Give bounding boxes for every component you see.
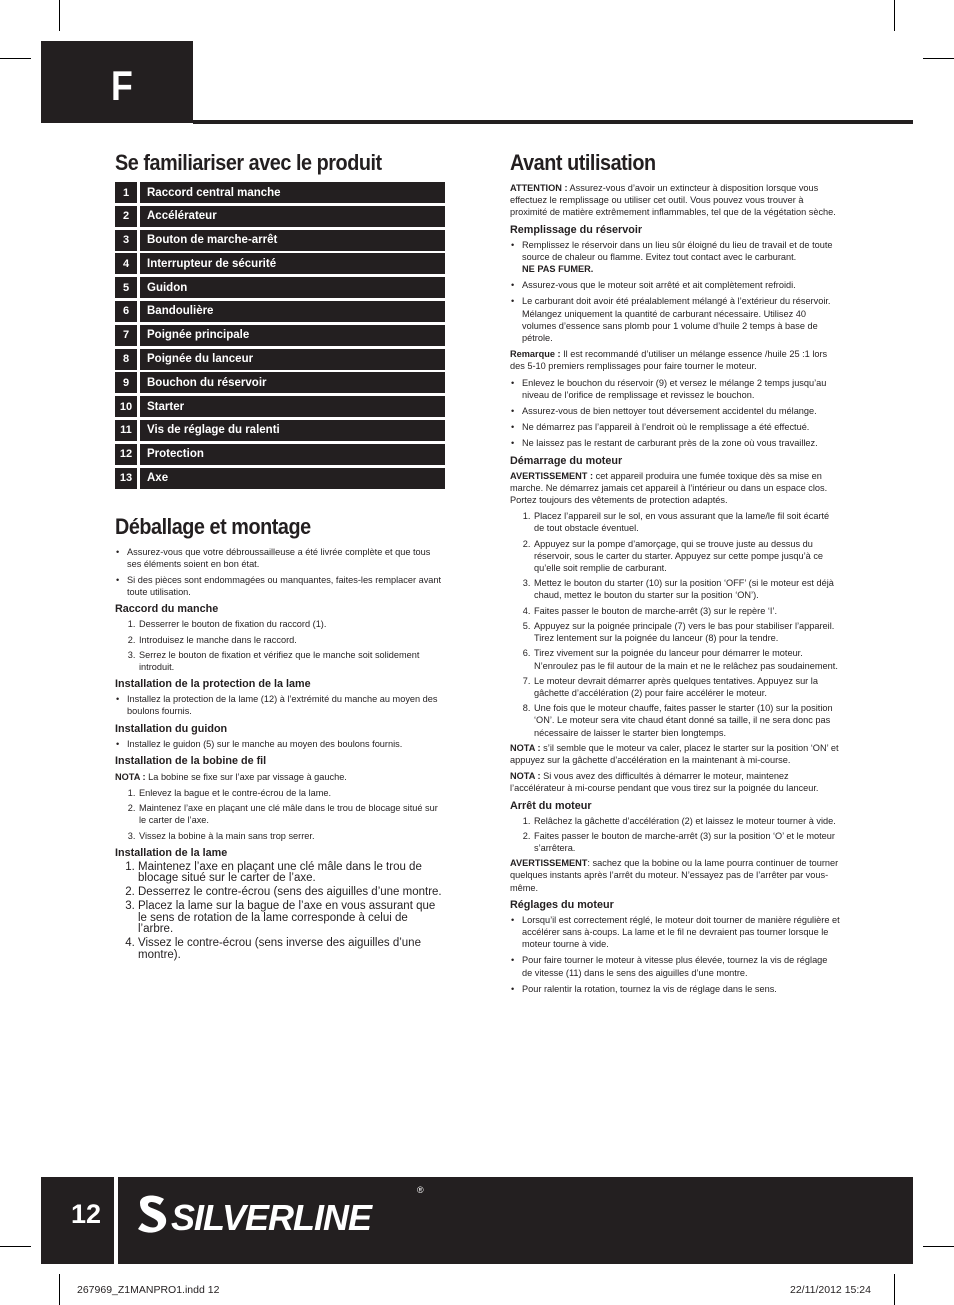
part-name: Accélérateur (140, 206, 445, 227)
subtitle-raccord: Raccord du manche (115, 603, 219, 616)
part-name: Bouchon du réservoir (140, 372, 445, 393)
note-text: La bobine se fixe sur l’axe par vissage à gauche. (145, 771, 347, 782)
part-row (115, 325, 445, 346)
part-number: 5 (115, 277, 137, 298)
part-name: Poignée principale (140, 325, 445, 346)
list-item: 2. Maintenez l’axe en plaçant une clé mâle dans le trou de blocage situé sur le carter de l’axe. (138, 802, 445, 826)
subtitle-protection: Installation de la protection de la lame (115, 678, 311, 691)
lame-steps (115, 862, 445, 962)
list-item: • Si des pièces sont endommagées ou manquantes, faites-les remplacer avant toute utilisation. (127, 574, 445, 598)
list-item: • Pour ralentir la rotation, tournez la vis de réglage dans le sens. (522, 983, 840, 995)
list-item: • Installez le guidon (5) sur le manche au moyen des boulons fournis. (127, 738, 445, 750)
warning-text: : sachez que la bobine ou la lame pourra continuer de tourner quelques instants après l’arrêt du moteur. N’essayez pas de l’arrêter par vous-même. (510, 858, 839, 893)
subtitle-reglages: Réglages du moteur (510, 898, 614, 911)
crop-mark (894, 1274, 895, 1305)
nota-1 (510, 742, 840, 766)
crop-mark (59, 1274, 60, 1305)
part-row (115, 396, 445, 417)
part-number: 10 (115, 396, 137, 417)
list-item: • Assurez-vous de bien nettoyer tout déversement accidentel du mélange. (522, 405, 840, 417)
list-item: 5. Appuyez sur la poignée principale (7) vers le bas pour stabiliser l’appareil. Tirez lentement sur la poignée du lanceur (8) pour la tendre. (533, 620, 840, 644)
footer-separator (114, 1177, 118, 1264)
part-number: 3 (115, 230, 137, 251)
part-number: 11 (115, 420, 137, 441)
list-item: • Ne démarrez pas l’appareil à l’endroit où le remplissage a été effectué. (522, 421, 840, 433)
list-item: • Assurez-vous que votre débroussailleuse a été livrée complète et que tous ses éléments soient en bon état. (127, 546, 445, 570)
subtitle-lame: Installation de la lame (115, 846, 228, 859)
warning-2-paragraph (510, 857, 840, 894)
list-item: 2. Appuyez sur la pompe d’amorçage, qui se trouve juste au dessus du réservoir, sous le carter du starter. Appuyez sur cette pompe jusqu’à ce qu’elle soit remplie de carburant. (533, 538, 840, 575)
crop-mark (0, 58, 31, 59)
parts-list (115, 182, 445, 489)
part-row (115, 301, 445, 322)
part-row (115, 277, 445, 298)
list-item: 1. Desserrer le bouton de fixation du raccord (1). (138, 618, 445, 630)
nota-text: Si vous avez des difficultés à démarrer le moteur, maintenez l’accélérateur à mi-course pendant que vous tirez sur la poignée du lanceur. (510, 771, 819, 794)
part-number: 8 (115, 349, 137, 370)
warning-label: AVERTISSEMENT : (510, 470, 594, 481)
registered-mark: ® (417, 1185, 424, 1195)
remarque-paragraph (510, 348, 840, 372)
crop-mark (923, 1246, 954, 1247)
attention-paragraph (510, 182, 840, 219)
crop-mark (0, 1246, 31, 1247)
bobine-note (115, 771, 445, 783)
left-column (115, 150, 445, 964)
crop-mark (59, 0, 60, 31)
attention-label: ATTENTION : (510, 183, 568, 193)
subtitle-demarrage: Démarrage du moteur (510, 454, 623, 467)
fill-bullets-2 (510, 377, 840, 450)
remarque-label: Remarque : (510, 349, 561, 360)
nota-2 (510, 770, 840, 794)
list-item: • Assurez-vous que le moteur soit arrêté et ait complètement refroidi. (522, 279, 840, 291)
header-rule (193, 120, 913, 124)
warning-text: cet appareil produira une fumée toxique dès sa mise en marche. Ne démarrez jamais cet appareil à l’intérieur ou dans un espace clos. Portez toujours des vêtements de protection adaptés. (510, 470, 828, 506)
list-item: • Pour faire tourner le moteur à vitesse plus élevée, tournez la vis de réglage de vitesse (11) dans le sens des aiguilles d’une montre. (522, 954, 840, 978)
brand-logo-text: SILVERLINE (171, 1197, 372, 1238)
list-item: 2. Introduisez le manche dans le raccord. (138, 634, 445, 646)
fill-b1-text: Remplissez le réservoir dans un lieu sûr éloigné du lieu de travail et de toute source de chaleur ou flamme. Evitez tout contact avec le carburant. (522, 239, 833, 262)
list-item: 3. Placez la lame sur la bague de l’axe en vous assurant que le sens de rotation de la lame corresponde à celui de l’arbre. (138, 901, 445, 936)
list-item: • Lorsqu’il est correctement réglé, le moteur doit tourner de manière régulière et accélérer sans à-coups. La lame et le fil ne devraient pas tourner lorsque le moteur tourne à vide. (522, 914, 840, 951)
part-row (115, 182, 445, 203)
bobine-steps (115, 787, 445, 842)
list-item: 2. Desserrez le contre-écrou (sens des aiguilles d’une montre. (138, 887, 445, 899)
list-item: 1. Maintenez l’axe en plaçant une clé mâle dans le trou de blocage situé sur le carter de l’axe. (138, 862, 445, 885)
warning-paragraph (510, 470, 840, 507)
raccord-steps (115, 618, 445, 673)
list-item: 1. Enlevez la bague et le contre-écrou de la lame. (138, 787, 445, 799)
list-item: 3. Serrez le bouton de fixation et vérifiez que le manche soit solidement introduit. (138, 649, 445, 673)
part-name: Vis de réglage du ralenti (140, 420, 445, 441)
subtitle-bobine: Installation de la bobine de fil (115, 754, 267, 767)
no-smoking-text: NE PAS FUMER. (522, 264, 594, 275)
adjust-bullets (510, 914, 840, 995)
subtitle-arret: Arrêt du moteur (510, 799, 592, 812)
note-label: NOTA : (115, 771, 146, 782)
list-item: 8. Une fois que le moteur chauffe, faites passer le starter (10) sur la position ‘ON’. Le moteur sera vite chaud étant donné sa taille, il ne sera donc pas nécessaire de laisser le starter bien longtemps. (533, 702, 840, 739)
nota-label: NOTA : (510, 771, 541, 782)
language-letter: F (111, 62, 133, 109)
part-number: 4 (115, 253, 137, 274)
slug-file: 267969_Z1MANPRO1.indd 12 (77, 1284, 220, 1296)
guidon-bullets (115, 738, 445, 750)
crop-mark (894, 0, 895, 31)
list-item: 1. Relâchez la gâchette d’accélération (2) et laissez le moteur tourner à vide. (533, 815, 840, 827)
attention-text: Assurez-vous d’avoir un extincteur à disposition lorsque vous effectuez le remplissage ou utiliser cet outil. Vous pouvez vous trouver à proximité de matière extrêmement inflammables, tel que de la végétation sèche. (510, 183, 836, 218)
section-title-familiariser: Se familiariser avec le produit (115, 150, 382, 175)
part-number: 12 (115, 444, 137, 465)
part-number: 13 (115, 468, 137, 489)
part-row (115, 349, 445, 370)
part-row (115, 206, 445, 227)
list-item: 3. Vissez la bobine à la main sans trop serrer. (138, 830, 445, 842)
part-number: 9 (115, 372, 137, 393)
part-name: Axe (140, 468, 445, 489)
list-item: 6. Tirez vivement sur la poignée du lanceur pour démarrer le moteur. N’enroulez pas le fil autour de la main et ne le relâchez pas soudainement. (533, 647, 840, 671)
footer-bar (41, 1177, 913, 1264)
list-item (522, 239, 840, 276)
start-steps (510, 510, 840, 738)
crop-mark (923, 58, 954, 59)
part-number: 6 (115, 301, 137, 322)
part-row (115, 444, 445, 465)
warning-label: AVERTISSEMENT (510, 858, 588, 869)
part-name: Interrupteur de sécurité (140, 253, 445, 274)
protection-bullets (115, 693, 445, 717)
list-item: 7. Le moteur devrait démarrer après quelques tentatives. Appuyez sur la gâchette d’accélération (2) pour faire accélérer le moteur. (533, 675, 840, 699)
list-item: 4. Vissez le contre-écrou (sens inverse des aiguilles d’une montre). (138, 938, 445, 961)
part-row (115, 253, 445, 274)
list-item: 1. Placez l’appareil sur le sol, en vous assurant que la lame/le fil soit écarté de tout obstacle éventuel. (533, 510, 840, 534)
right-column (510, 150, 840, 999)
part-name: Bandoulière (140, 301, 445, 322)
part-row (115, 230, 445, 251)
subtitle-guidon: Installation du guidon (115, 722, 228, 735)
language-tab (41, 41, 193, 123)
part-number: 7 (115, 325, 137, 346)
part-row (115, 372, 445, 393)
page-number: 12 (71, 1199, 102, 1229)
fill-bullets (510, 239, 840, 345)
list-item: 3. Mettez le bouton du starter (10) sur la position ‘OFF’ (si le moteur est déjà chaud, mettez le bouton du starter sur la position ‘ON’). (533, 577, 840, 601)
list-item: • Enlevez le bouchon du réservoir (9) et versez le mélange 2 temps jusqu’au niveau de l’orifice de remplissage et revissez le bouchon. (522, 377, 840, 401)
part-name: Starter (140, 396, 445, 417)
subtitle-remplissage: Remplissage du réservoir (510, 223, 643, 236)
part-name: Protection (140, 444, 445, 465)
stop-steps (510, 815, 840, 855)
part-number: 1 (115, 182, 137, 203)
section-title-avant-utilisation: Avant utilisation (510, 150, 656, 175)
list-item: 2. Faites passer le bouton de marche-arrêt (3) sur la position ‘O’ et le moteur s’arrêtera. (533, 830, 840, 854)
nota-label: NOTA : (510, 742, 541, 753)
list-item: 4. Faites passer le bouton de marche-arrêt (3) sur le repère ‘I’. (533, 605, 840, 617)
list-item: • Ne laissez pas le restant de carburant près de la zone où vous travaillez. (522, 437, 840, 449)
part-name: Raccord central manche (140, 182, 445, 203)
part-name: Guidon (140, 277, 445, 298)
unpack-bullets (115, 546, 445, 599)
silverline-logo-icon (134, 1191, 174, 1239)
slug-date: 22/11/2012 15:24 (790, 1284, 871, 1296)
part-name: Poignée du lanceur (140, 349, 445, 370)
part-row (115, 420, 445, 441)
nota-text: s’il semble que le moteur va caler, placez le starter sur la position ‘ON’ et appuyez sur la gâchette d’accélération en la maintenant à mi-course. (510, 742, 839, 765)
section-title-deballage: Déballage et montage (115, 513, 311, 539)
list-item: • Le carburant doit avoir été préalablement mélangé à l’extérieur du réservoir. Mélangez uniquement la quantité de carburant nécessaire. Utilisez 40 volumes d’essence sans plomb pour 1 volume d’huile 2 temps à base de pétrole. (522, 295, 840, 344)
list-item: • Installez la protection de la lame (12) à l’extrémité du manche au moyen des boulons fournis. (127, 693, 445, 717)
part-name: Bouton de marche-arrêt (140, 230, 445, 251)
part-row (115, 468, 445, 489)
part-number: 2 (115, 206, 137, 227)
remarque-text: Il est recommandé d’utiliser un mélange essence /huile 25 :1 lors des 5-10 premiers remplissages pour faire tourner le moteur. (510, 349, 828, 372)
